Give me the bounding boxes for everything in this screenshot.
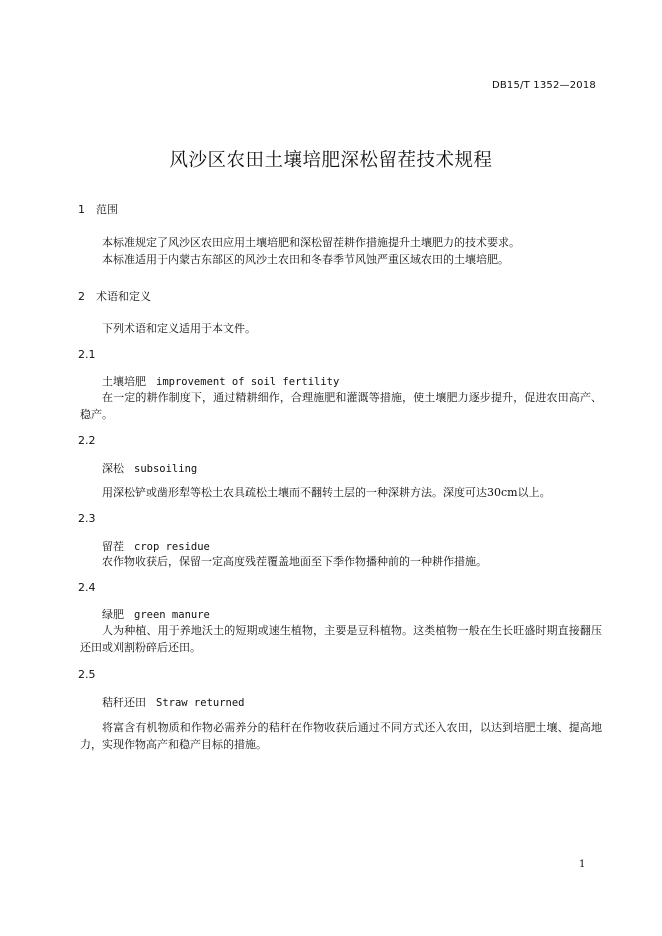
term-definition: 在一定的耕作制度下，通过精耕细作，合理施肥和灌溉等措施，使土壤肥力逐步提升，促进农田高产、稳产。: [80, 391, 602, 421]
scope-paragraph-2: 本标准适用于内蒙古东部区的风沙土农田和冬春季节风蚀严重区域农田的土壤培肥。: [102, 253, 509, 266]
term-en: improvement of soil fertility: [156, 376, 340, 388]
clause-number: 2.1: [78, 348, 96, 361]
term-entry: [102, 460, 197, 476]
section-2-title: 术语和定义: [96, 290, 151, 303]
term-en: subsoiling: [134, 463, 198, 475]
clause-number: 2.5: [78, 668, 96, 681]
term-zh: 留茬: [102, 540, 124, 553]
terms-intro: 下列术语和定义适用于本文件。: [102, 322, 256, 335]
section-1-title: 范围: [96, 203, 118, 216]
clause-number: 2.2: [78, 434, 96, 447]
scope-paragraph-1: 本标准规定了风沙区农田应用土壤培肥和深松留茬耕作措施提升土壤肥力的技术要求。: [102, 236, 520, 249]
clause-number: 2.3: [78, 512, 96, 525]
term-zh: 土壤培肥: [102, 375, 146, 388]
term-en: green manure: [134, 609, 210, 621]
term-zh: 深松: [102, 462, 124, 475]
term-definition: 人为种植、用于养地沃土的短期或速生植物，主要是豆科植物。这类植物一般在生长旺盛时期直接翻压还田或刈割粉碎后还田。: [80, 624, 602, 654]
section-2-number: 2: [78, 290, 85, 303]
page-title: 风沙区农田土壤培肥深松留茬技术规程: [169, 150, 493, 171]
standard-code: DB15/T 1352—2018: [491, 80, 596, 91]
section-2-heading: [78, 288, 151, 304]
term-zh: 秸秆还田: [102, 696, 146, 709]
term-definition: 用深松铲或凿形犁等松土农具疏松土壤而不翻转土层的一种深耕方法。深度可达30cm以上。: [102, 486, 551, 499]
section-1-number: 1: [78, 203, 85, 216]
term-en: Straw returned: [156, 697, 245, 709]
term-entry: [102, 606, 210, 622]
term-entry: [102, 694, 245, 710]
term-entry: [102, 538, 210, 554]
term-definition: 将富含有机物质和作物必需养分的秸秆在作物收获后通过不同方式还入农田，以达到培肥土壤、提高地力，实现作物高产和稳产目标的措施。: [80, 721, 602, 751]
page-number: 1: [579, 859, 586, 870]
term-definition: 农作物收获后，保留一定高度残茬覆盖地面至下季作物播种前的一种耕作措施。: [102, 555, 487, 568]
section-1-heading: [78, 201, 118, 217]
term-zh: 绿肥: [102, 608, 124, 621]
term-en: crop residue: [134, 541, 210, 553]
clause-number: 2.4: [78, 581, 96, 594]
term-entry: [102, 373, 339, 389]
